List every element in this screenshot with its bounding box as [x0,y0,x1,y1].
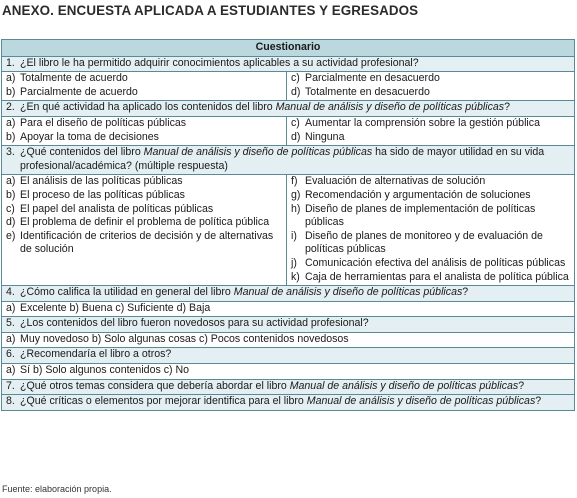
question-number: 1. [6,56,15,69]
option-text: Recomendación y argumentación de soluciones [305,188,531,201]
option-key: f) [291,175,298,188]
question-2 [2,101,575,117]
option-key: a) [6,332,16,345]
page-title: ANEXO. ENCUESTA APLICADA A ESTUDIANTES Y EGRESADOS [2,3,419,18]
question-text-part: ¿Cómo califica la utilidad en general del libro [20,286,234,299]
question-7 [2,379,575,395]
option-key: c) [291,116,300,129]
option-text: Sí b) Solo algunos contenidos c) No [20,364,190,377]
question-number: 7. [6,379,15,392]
source-note: Fuente: elaboración propia. [2,484,112,494]
question-number: 4. [6,286,15,299]
option-key: i) [291,229,297,242]
option-text: El análisis de las políticas públicas [20,175,183,188]
question-text [20,101,570,115]
option-text: Ninguna [305,130,345,143]
question-number: 3. [6,146,15,159]
questionnaire-table [1,39,575,411]
option-key: a) [6,72,16,85]
question-text [20,286,570,300]
book-title: Manual de análisis y diseño de políticas públicas [233,286,463,299]
answer-options-right [287,72,575,101]
option-key: a) [6,301,16,314]
option-key: b) [6,188,16,201]
option-text: Parcialmente de acuerdo [20,85,138,98]
option-text: Totalmente en desacuerdo [305,85,430,98]
question-text [20,146,570,173]
option-text: Parcialmente en desacuerdo [305,72,440,85]
answer-options [2,364,575,380]
option-text: El papel del analista de políticas públicas [20,202,214,215]
option-text: Caja de herramientas para el analista de política pública [305,270,569,283]
question-6 [2,348,575,364]
table-header: Cuestionario [2,40,575,57]
question-number: 8. [6,395,15,408]
question-text-part: ? [518,379,525,392]
option-key: e) [6,229,16,242]
question-5 [2,317,575,333]
option-key: d) [291,130,301,143]
question-number: 6. [6,348,15,361]
option-text: Apoyar la toma de decisiones [20,130,159,143]
answer-options-left [2,72,287,101]
answer-options-left [2,116,287,145]
question-3 [2,146,575,175]
question-text: ¿Los contenidos del libro fueron novedosos para su actividad profesional? [20,317,369,330]
option-key: j) [291,256,297,269]
option-key: d) [291,85,301,98]
question-text-part: ha sido de mayor utilidad en su vida profesional/académica? (múltiple respuesta) [20,146,545,172]
option-key: c) [6,202,15,215]
option-key: a) [6,364,16,377]
question-text-part: ¿Qué contenidos del libro [20,146,144,159]
option-key: c) [291,72,300,85]
answer-options-right [287,116,575,145]
question-text-part: ? [462,286,469,299]
option-key: k) [291,270,300,283]
book-title: Manual de análisis y diseño de políticas públicas [306,395,536,408]
option-text: Diseño de planes de implementación de políticas públicas [305,202,536,229]
question-text: ¿El libro le ha permitido adquirir conocimientos aplicables a su actividad profesional? [20,56,419,69]
book-title: Manual de análisis y diseño de políticas públicas [143,146,373,159]
option-text: Muy novedoso b) Solo algunas cosas c) Pocos contenidos novedosos [20,332,349,345]
option-key: a) [6,116,16,129]
question-text-part: ¿En qué actividad ha aplicado los contenidos del libro [20,101,276,114]
option-text: Evaluación de alternativas de solución [305,175,486,188]
book-title: Manual de análisis y diseño de políticas públicas [289,379,519,392]
question-text-part: ? [504,101,510,114]
question-4 [2,286,575,302]
answer-options-left [2,175,287,286]
question-number: 5. [6,317,15,330]
option-key: b) [6,130,16,143]
question-text-part: ¿Qué otros temas considera que debería abordar el libro [20,379,290,392]
question-8 [2,395,575,411]
answer-options-right [287,175,575,286]
option-text: El problema de definir el problema de política pública [20,216,270,229]
option-key: a) [6,175,16,188]
question-text [20,380,570,394]
option-key: h) [291,202,301,215]
option-text: Comunicación efectiva del análisis de políticas públicas [305,256,566,269]
option-text: Aumentar la comprensión sobre la gestión pública [305,116,540,129]
option-text: Totalmente de acuerdo [20,72,128,85]
question-number: 2. [6,101,15,114]
option-text: El proceso de las políticas públicas [20,188,185,201]
answer-options [2,332,575,348]
answer-options [2,301,575,317]
option-key: d) [6,216,16,229]
question-text-part: ? [535,395,542,408]
question-text: ¿Recomendaría el libro a otros? [20,348,172,361]
question-1 [2,56,575,72]
question-text [20,395,570,409]
option-text: Diseño de planes de monitoreo y de evaluación de políticas públicas [305,229,543,256]
option-text: Para el diseño de políticas públicas [20,116,187,129]
question-text-part: ¿Qué críticas o elementos por mejorar identifica para el libro [20,395,307,408]
option-text: Identificación de criterios de decisión y de alternativas de solución [20,229,274,256]
option-key: b) [6,85,16,98]
book-title: Manual de análisis y diseño de políticas públicas [275,101,505,114]
option-text: Excelente b) Buena c) Suficiente d) Baja [20,301,211,314]
option-key: g) [291,188,301,201]
